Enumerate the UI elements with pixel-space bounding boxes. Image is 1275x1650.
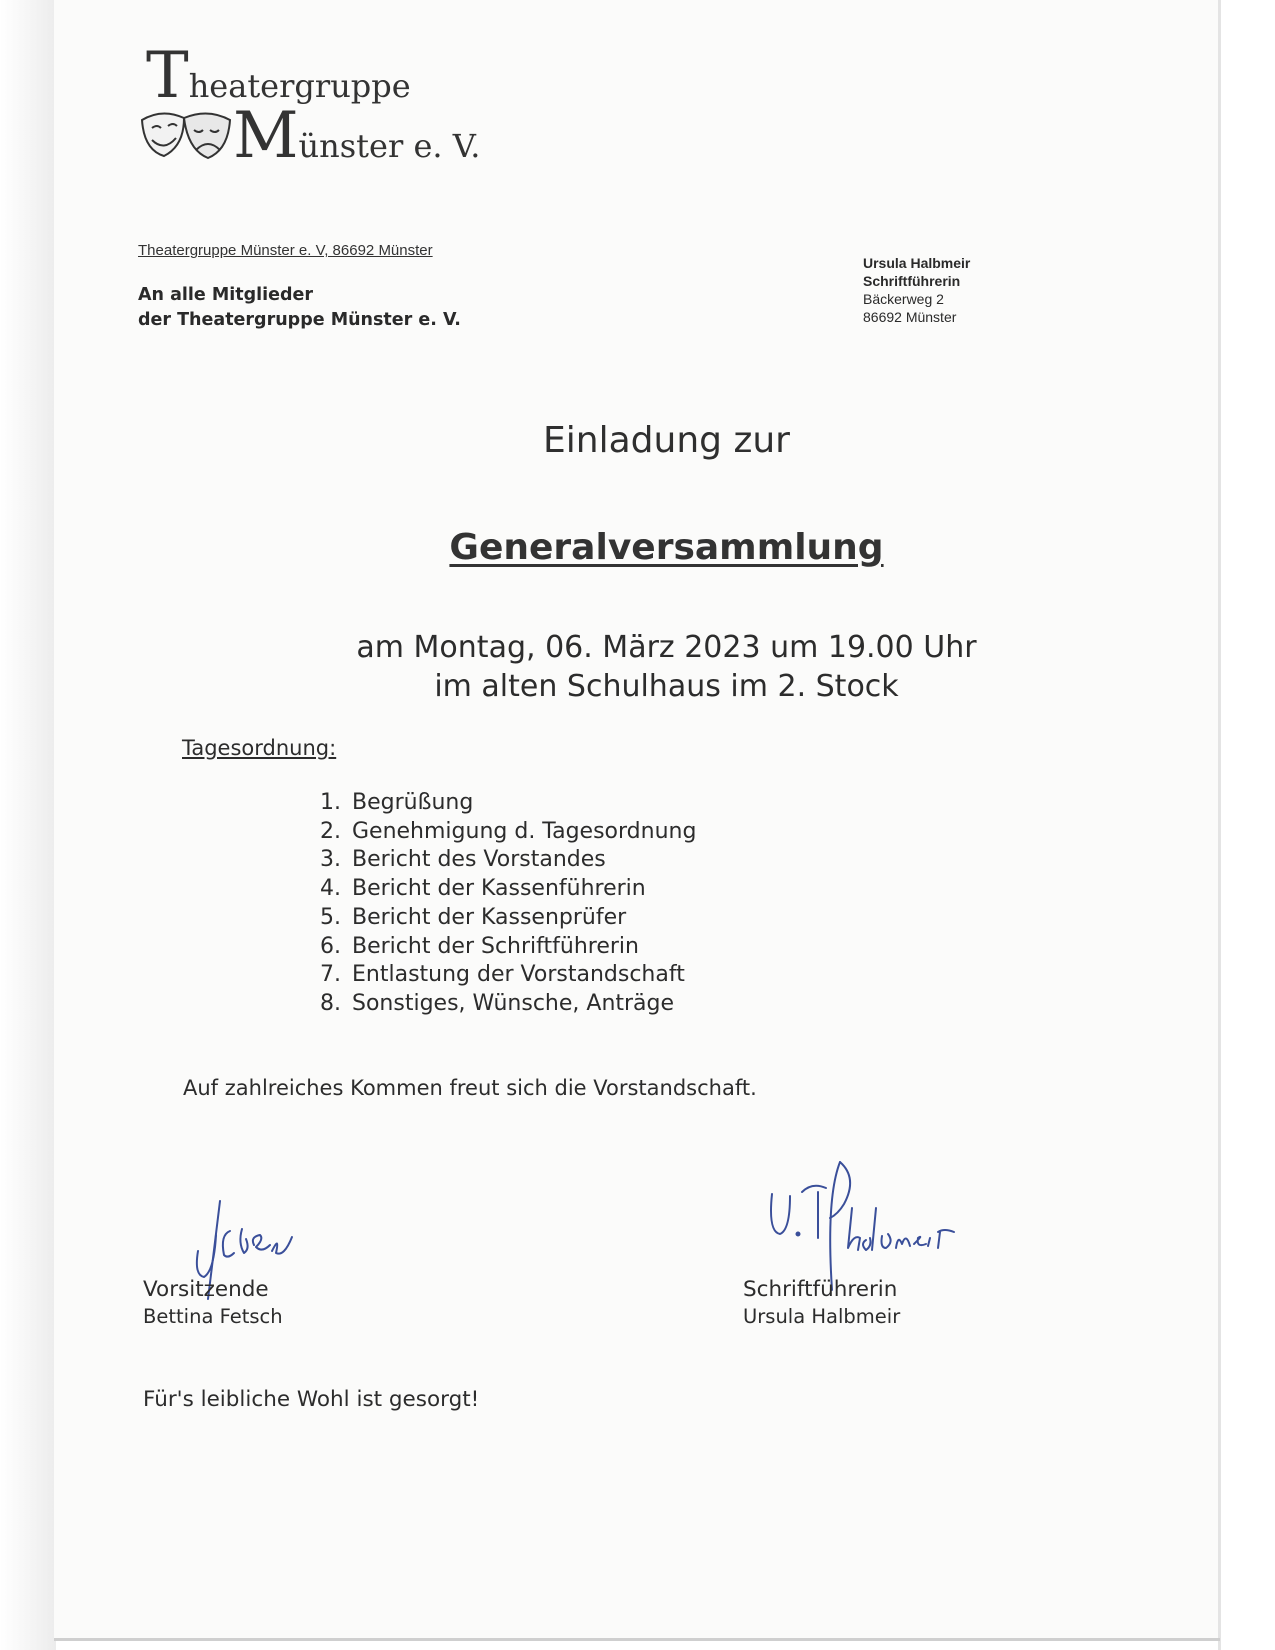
author-street: Bäckerweg 2 xyxy=(863,291,944,307)
agenda-item xyxy=(320,904,696,933)
agenda-item xyxy=(320,875,696,904)
invitation-title xyxy=(0,420,1275,461)
agenda-item-number: 6. xyxy=(320,933,341,959)
agenda-item-text: Bericht der Schriftführerin xyxy=(352,933,639,959)
paper-edge-right xyxy=(1218,0,1221,1650)
agenda-item-number: 8. xyxy=(320,990,341,1016)
agenda-item-text: Genehmigung d. Tagesordnung xyxy=(352,818,697,844)
agenda-item xyxy=(320,846,696,875)
logo-initial-m: M xyxy=(233,99,299,173)
author-address xyxy=(863,254,970,326)
agenda-item-number: 2. xyxy=(320,818,341,844)
agenda-item-text: Sonstiges, Wünsche, Anträge xyxy=(352,990,675,1016)
recipient-line-2: der Theatergruppe Münster e. V. xyxy=(138,310,461,330)
event-date-text: am Montag, 06. März 2023 um 19.00 Uhr xyxy=(356,630,977,665)
recipient-line-1: An alle Mitglieder xyxy=(138,285,314,305)
event-title xyxy=(0,527,1275,568)
closing-sentence: Auf zahlreiches Kommen freut sich die Vorstandschaft. xyxy=(183,1076,757,1100)
paper-edge-bottom xyxy=(54,1638,1220,1641)
sender-return-address: Theatergruppe Münster e. V, 86692 Münster xyxy=(138,242,433,259)
author-city: 86692 Münster xyxy=(863,309,957,325)
agenda-item-text: Bericht der Kassenführerin xyxy=(352,876,646,902)
agenda-item xyxy=(320,933,696,962)
agenda-item-text: Begrüßung xyxy=(352,790,474,815)
author-role: Schriftführerin xyxy=(863,273,961,289)
logo-text-1: heatergruppe xyxy=(188,67,411,105)
event-title-text: Generalversammlung xyxy=(449,527,884,568)
signature-left-role: Vorsitzende xyxy=(143,1277,269,1302)
agenda-item xyxy=(320,990,696,1019)
event-location-text: im alten Schulhaus im 2. Stock xyxy=(434,669,899,704)
agenda-heading: Tagesordnung: xyxy=(182,736,337,760)
agenda-item-number: 4. xyxy=(320,876,341,902)
agenda-item-text: Bericht des Vorstandes xyxy=(352,847,606,873)
agenda-item-number: 5. xyxy=(320,904,341,930)
logo-initial-t: T xyxy=(146,39,189,113)
signature-left-name: Bettina Fetsch xyxy=(143,1305,283,1328)
recipient-block xyxy=(138,283,461,333)
logo-text-2: ünster e. V. xyxy=(298,127,481,165)
club-logo xyxy=(138,39,481,173)
agenda-list xyxy=(320,789,696,1019)
signature-right-name: Ursula Halbmeir xyxy=(743,1305,901,1328)
agenda-item-text: Entlastung der Vorstandschaft xyxy=(352,962,685,988)
agenda-item xyxy=(320,789,696,818)
agenda-item-text: Bericht der Kassenprüfer xyxy=(352,904,627,930)
agenda-item xyxy=(320,818,696,847)
catering-note: Für's leibliche Wohl ist gesorgt! xyxy=(143,1387,480,1412)
agenda-item xyxy=(320,961,696,990)
invitation-title-text: Einladung zur xyxy=(543,420,790,461)
agenda-item-number: 1. xyxy=(320,790,341,815)
theatre-masks-icon xyxy=(138,106,234,162)
event-location xyxy=(0,669,1275,704)
signature-right-role: Schriftführerin xyxy=(743,1277,898,1302)
logo-line-2 xyxy=(233,99,481,173)
agenda-item-number: 3. xyxy=(320,847,341,873)
author-name: Ursula Halbmeir xyxy=(863,255,971,271)
event-date xyxy=(0,630,1275,665)
scan-margin xyxy=(0,0,56,1650)
agenda-item-number: 7. xyxy=(320,962,341,988)
